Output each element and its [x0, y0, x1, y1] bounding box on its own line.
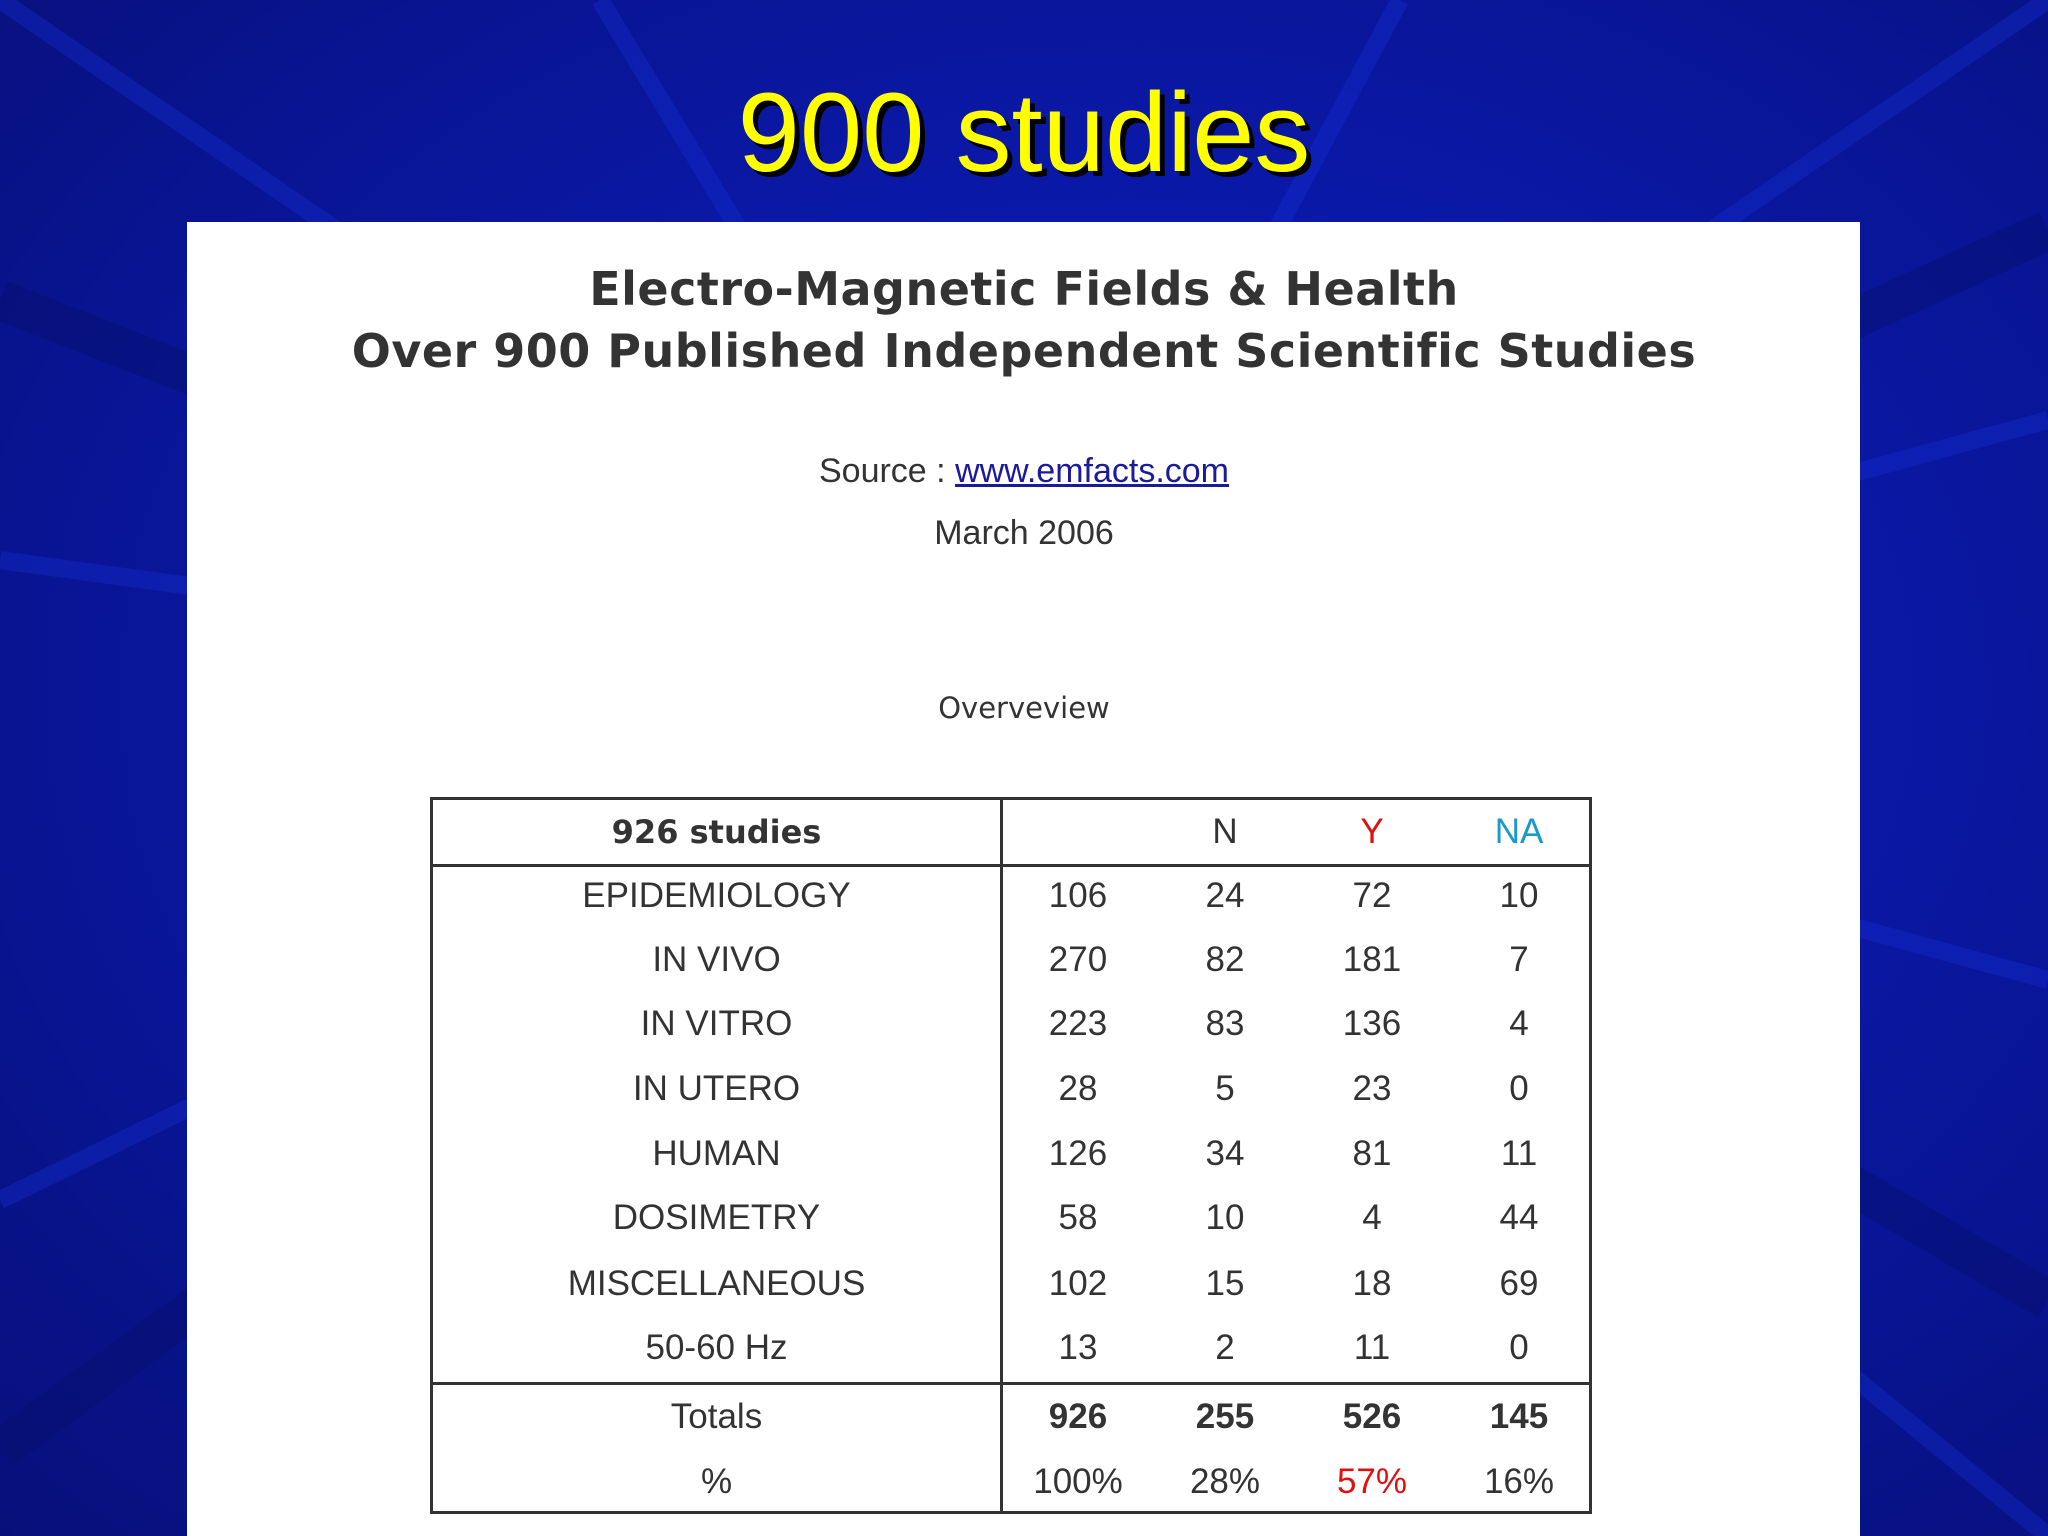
slide-title: 900 studies	[737, 70, 1311, 195]
row-na: 69	[1499, 1264, 1539, 1303]
row-y: 136	[1342, 1004, 1402, 1043]
row-category: MISCELLANEOUS	[567, 1264, 866, 1303]
document-title	[0, 258, 2048, 382]
row-y: 23	[1352, 1069, 1392, 1108]
row-na: 0	[1509, 1328, 1529, 1367]
row-y: 81	[1352, 1134, 1392, 1173]
row-category: 50-60 Hz	[645, 1328, 788, 1367]
source-label: Source :	[818, 452, 946, 490]
row-total: 223	[1048, 1004, 1108, 1043]
table-row	[433, 1316, 1589, 1380]
document-title-line1: Electro-Magnetic Fields & Health	[589, 262, 1459, 316]
row-category: EPIDEMIOLOGY	[582, 876, 851, 915]
totals-label: Totals	[670, 1397, 763, 1436]
totals-total: 926	[1048, 1397, 1108, 1436]
row-category: IN VITRO	[640, 1004, 793, 1043]
row-total: 126	[1048, 1134, 1108, 1173]
source-line	[0, 451, 2048, 491]
row-total: 13	[1058, 1328, 1098, 1367]
header-cell-y: Y	[1360, 812, 1384, 851]
header-cell-total	[1008, 800, 1148, 864]
row-y: 4	[1362, 1198, 1382, 1237]
row-total: 270	[1048, 940, 1108, 979]
row-na: 4	[1509, 1004, 1529, 1043]
table-row	[433, 864, 1589, 928]
row-n: 82	[1205, 940, 1245, 979]
percent-row	[433, 1450, 1589, 1514]
table-row	[433, 1057, 1589, 1121]
totals-row	[433, 1385, 1589, 1449]
percent-label: %	[700, 1462, 733, 1501]
studies-table	[430, 797, 1592, 1514]
row-n: 34	[1205, 1134, 1245, 1173]
row-total: 58	[1058, 1198, 1098, 1237]
row-n: 15	[1205, 1264, 1245, 1303]
row-n: 24	[1205, 876, 1245, 915]
totals-na: 145	[1489, 1397, 1549, 1436]
table-row	[433, 992, 1589, 1056]
row-na: 0	[1509, 1069, 1529, 1108]
percent-na: 16%	[1483, 1462, 1555, 1501]
row-total: 106	[1048, 876, 1108, 915]
row-total: 102	[1048, 1264, 1108, 1303]
row-category: IN VIVO	[652, 940, 781, 979]
row-n: 5	[1215, 1069, 1235, 1108]
header-cell-na: NA	[1494, 812, 1544, 851]
header-cell-n: N	[1212, 812, 1238, 851]
percent-n: 28%	[1189, 1462, 1261, 1501]
row-na: 10	[1499, 876, 1539, 915]
row-category: IN UTERO	[632, 1069, 801, 1108]
document-title-line2: Over 900 Published Independent Scientific Studies	[351, 324, 1697, 378]
row-y: 11	[1353, 1328, 1391, 1367]
row-total: 28	[1058, 1069, 1098, 1108]
totals-n: 255	[1195, 1397, 1255, 1436]
totals-y: 526	[1342, 1397, 1402, 1436]
row-y: 181	[1342, 940, 1402, 979]
table-row	[433, 1186, 1589, 1250]
row-y: 72	[1352, 876, 1392, 915]
row-category: HUMAN	[652, 1134, 781, 1173]
table-header-row	[433, 800, 1589, 864]
overview-label: Overveview	[938, 691, 1110, 725]
table-row	[433, 1252, 1589, 1316]
row-category: DOSIMETRY	[612, 1198, 821, 1237]
header-cell-studies: 926 studies	[611, 813, 822, 851]
row-n: 83	[1205, 1004, 1245, 1043]
table-row	[433, 928, 1589, 992]
document-date: March 2006	[934, 514, 1114, 552]
row-n: 10	[1205, 1198, 1245, 1237]
row-na: 11	[1500, 1134, 1538, 1173]
row-na: 7	[1509, 940, 1529, 979]
source-link[interactable]: www.emfacts.com	[955, 452, 1230, 490]
row-n: 2	[1215, 1328, 1235, 1367]
row-na: 44	[1499, 1198, 1539, 1237]
percent-total: 100%	[1033, 1462, 1123, 1501]
percent-y: 57%	[1336, 1462, 1408, 1501]
row-y: 18	[1352, 1264, 1392, 1303]
table-row	[433, 1122, 1589, 1186]
